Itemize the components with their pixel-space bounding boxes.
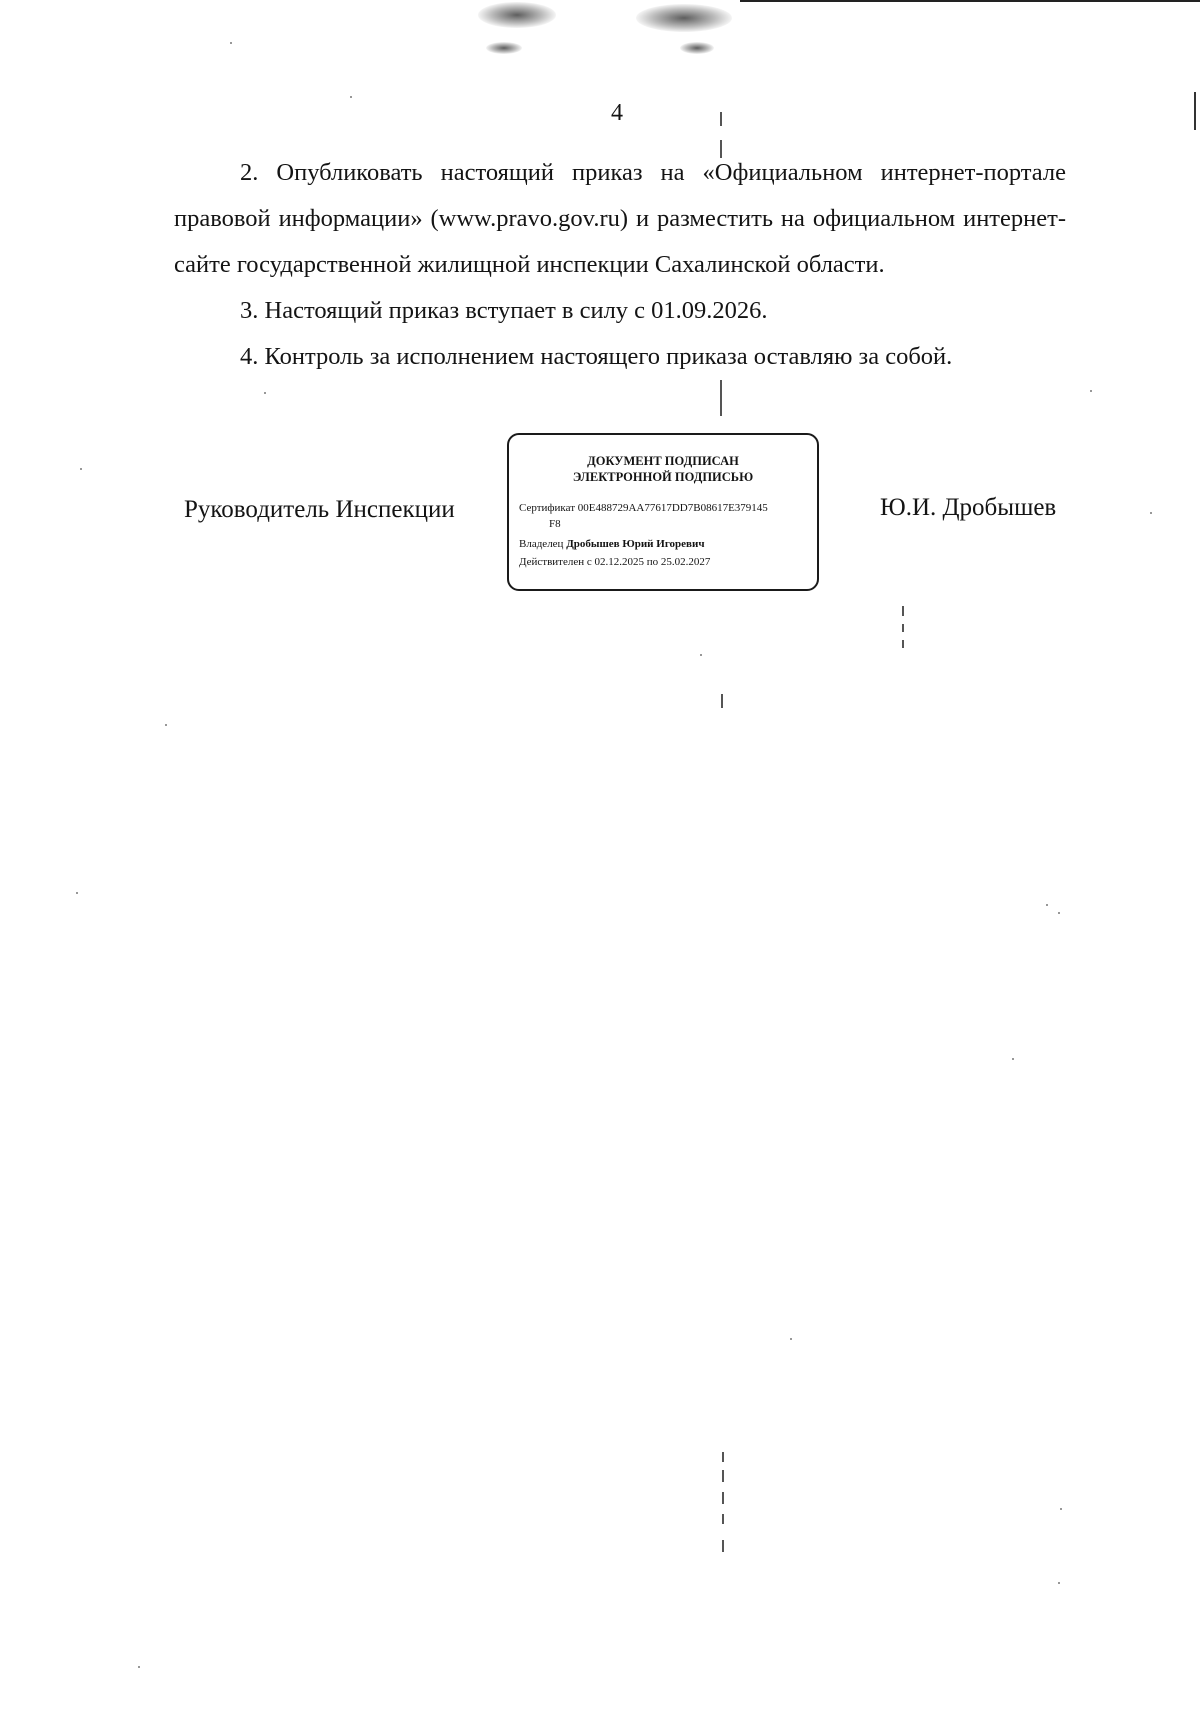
scan-speck	[80, 468, 82, 470]
stamp-certificate	[519, 501, 768, 515]
scan-smudge	[636, 4, 732, 32]
scan-speck	[350, 96, 352, 98]
scan-fold-mark	[902, 624, 904, 632]
scan-fold-mark	[722, 1470, 724, 1482]
scan-speck	[1090, 390, 1092, 392]
scan-speck	[700, 654, 702, 656]
paragraph-effective-date: 3. Настоящий приказ вступает в силу с 01.09.2026.	[240, 297, 768, 324]
paragraph-control: 4. Контроль за исполнением настоящего приказа оставляю за собой.	[240, 343, 953, 370]
stamp-subheading: ЭЛЕКТРОННОЙ ПОДПИСЬЮ	[572, 470, 754, 484]
scan-fold-mark	[720, 112, 722, 126]
scan-smudge	[478, 2, 556, 28]
scan-speck	[165, 724, 167, 726]
electronic-signature-stamp	[507, 433, 819, 591]
stamp-certificate-value: 00E488729AA77617DD7B08617E379145	[577, 502, 768, 514]
scan-speck	[790, 1338, 792, 1340]
stamp-owner-label: Владелец	[519, 538, 564, 550]
scan-smudge	[486, 42, 522, 54]
scan-fold-mark	[722, 1514, 724, 1524]
scan-speck	[1012, 1058, 1014, 1060]
scan-fold-mark	[721, 694, 723, 708]
stamp-owner	[519, 537, 705, 551]
scan-fold-mark	[902, 606, 904, 616]
paragraph-publish: 2. Опубликовать настоящий приказ на «Официальном интернет-портале правовой информации» (www.pravo.gov.ru) и разместить на официальном интернет-сайте государственной жилищной инспекции Сахалинской области.	[174, 159, 1066, 278]
scan-speck	[230, 42, 232, 44]
stamp-heading: ДОКУМЕНТ ПОДПИСАН	[587, 454, 739, 468]
scan-edge-line	[740, 0, 1200, 2]
scan-speck	[76, 892, 78, 894]
scan-speck	[1150, 512, 1152, 514]
scan-smudge	[680, 42, 714, 54]
page-number: 4	[611, 100, 623, 126]
scan-speck	[138, 1666, 140, 1668]
scan-fold-mark	[722, 1452, 724, 1462]
scan-fold-mark	[722, 1492, 724, 1504]
signer-position: Руководитель Инспекции	[184, 496, 455, 523]
scan-speck	[264, 392, 266, 394]
stamp-certificate-label: Сертификат	[519, 502, 575, 514]
scan-fold-mark	[902, 640, 904, 648]
scan-speck	[1058, 912, 1060, 914]
scan-fold-mark	[720, 140, 722, 158]
stamp-certificate-tail: F8	[549, 518, 561, 530]
scan-fold-mark	[722, 1540, 724, 1552]
stamp-owner-value: Дробышев Юрий Игоревич	[566, 538, 705, 550]
scan-speck	[1058, 1582, 1060, 1584]
stamp-validity: Действителен с 02.12.2025 по 25.02.2027	[519, 556, 711, 568]
scan-fold-mark	[720, 380, 722, 416]
scan-speck	[1046, 904, 1048, 906]
scan-speck	[1060, 1508, 1062, 1510]
signer-name: Ю.И. Дробышев	[880, 494, 1057, 521]
